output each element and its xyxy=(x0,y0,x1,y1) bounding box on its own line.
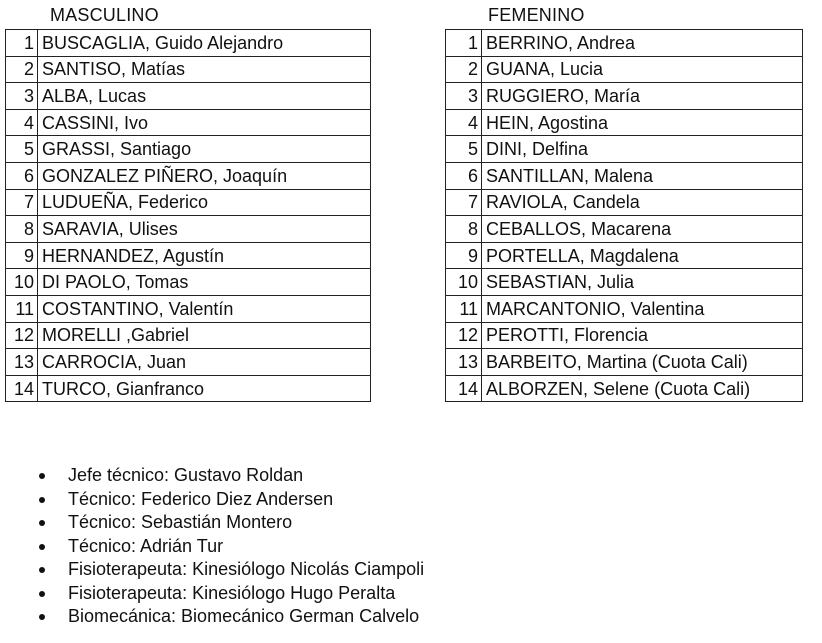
player-name: ALBORZEN, Selene (Cuota Cali) xyxy=(482,375,803,402)
list-item xyxy=(68,488,424,512)
player-number: 1 xyxy=(446,30,482,57)
masculino-heading: MASCULINO xyxy=(50,5,159,25)
list-item xyxy=(68,605,424,629)
table-row xyxy=(6,295,371,322)
player-number: 10 xyxy=(6,269,38,296)
bullet-icon xyxy=(39,614,45,620)
player-name: SARAVIA, Ulises xyxy=(38,216,371,243)
player-name: SEBASTIAN, Julia xyxy=(482,269,803,296)
table-row xyxy=(446,136,803,163)
table-row xyxy=(446,295,803,322)
bullet-icon xyxy=(39,544,45,550)
table-row xyxy=(446,162,803,189)
table-row xyxy=(446,269,803,296)
player-number: 6 xyxy=(446,162,482,189)
player-name: GUANA, Lucia xyxy=(482,56,803,83)
player-name: BUSCAGLIA, Guido Alejandro xyxy=(38,30,371,57)
player-number: 2 xyxy=(446,56,482,83)
bullet-icon xyxy=(39,520,45,526)
player-number: 5 xyxy=(446,136,482,163)
player-name: CEBALLOS, Macarena xyxy=(482,216,803,243)
player-name: BARBEITO, Martina (Cuota Cali) xyxy=(482,349,803,376)
player-name: SANTILLAN, Malena xyxy=(482,162,803,189)
list-item xyxy=(68,558,424,582)
staff-text: Técnico: Sebastián Montero xyxy=(68,512,293,532)
table-row xyxy=(6,136,371,163)
femenino-heading: FEMENINO xyxy=(488,5,585,25)
player-name: COSTANTINO, Valentín xyxy=(38,295,371,322)
player-number: 5 xyxy=(6,136,38,163)
player-number: 13 xyxy=(446,349,482,376)
table-row xyxy=(446,109,803,136)
player-number: 9 xyxy=(446,242,482,269)
player-name: RUGGIERO, María xyxy=(482,83,803,110)
list-item xyxy=(68,582,424,606)
staff-text: Técnico: Federico Diez Andersen xyxy=(68,488,334,509)
femenino-roster-body xyxy=(446,30,803,402)
bullet-icon xyxy=(39,473,45,479)
player-name: DI PAOLO, Tomas xyxy=(38,269,371,296)
player-name: CARROCIA, Juan xyxy=(38,349,371,376)
table-row xyxy=(6,216,371,243)
table-row xyxy=(446,56,803,83)
staff-text: Fisioterapeuta: Kinesiólogo Nicolás Ciampoli xyxy=(68,559,425,579)
table-row xyxy=(6,109,371,136)
player-number: 8 xyxy=(6,216,38,243)
bullet-icon xyxy=(39,567,45,573)
player-number: 7 xyxy=(446,189,482,216)
player-number: 12 xyxy=(446,322,482,349)
table-row xyxy=(6,322,371,349)
table-row xyxy=(446,322,803,349)
player-number: 10 xyxy=(446,269,482,296)
player-number: 14 xyxy=(6,375,38,402)
masculino-roster-body xyxy=(6,30,371,402)
player-number: 11 xyxy=(446,295,482,322)
table-row xyxy=(446,30,803,57)
bullet-icon xyxy=(39,497,45,503)
player-number: 2 xyxy=(6,56,38,83)
table-row xyxy=(6,375,371,402)
player-number: 12 xyxy=(6,322,38,349)
player-name: GONZALEZ PIÑERO, Joaquín xyxy=(38,162,371,189)
player-number: 3 xyxy=(446,83,482,110)
player-name: TURCO, Gianfranco xyxy=(38,375,371,402)
table-row xyxy=(446,189,803,216)
player-name: MARCANTONIO, Valentina xyxy=(482,295,803,322)
list-item xyxy=(68,464,424,488)
player-name: GRASSI, Santiago xyxy=(38,136,371,163)
table-row xyxy=(6,189,371,216)
femenino-roster-table xyxy=(445,29,803,402)
player-name: BERRINO, Andrea xyxy=(482,30,803,57)
list-item xyxy=(68,511,424,535)
table-row xyxy=(446,83,803,110)
table-row xyxy=(446,216,803,243)
player-name: LUDUEÑA, Federico xyxy=(38,189,371,216)
player-name: MORELLI ,Gabriel xyxy=(38,322,371,349)
player-name: CASSINI, Ivo xyxy=(38,109,371,136)
player-number: 8 xyxy=(446,216,482,243)
player-number: 4 xyxy=(6,109,38,136)
bullet-icon xyxy=(39,591,45,597)
list-item xyxy=(68,535,424,559)
staff-text: Jefe técnico: Gustavo Roldan xyxy=(68,465,304,485)
table-row xyxy=(446,349,803,376)
player-number: 9 xyxy=(6,242,38,269)
player-name: HEIN, Agostina xyxy=(482,109,803,136)
player-number: 13 xyxy=(6,349,38,376)
staff-text: Técnico: Adrián Tur xyxy=(68,535,224,556)
player-number: 4 xyxy=(446,109,482,136)
staff-text: Biomecánica: Biomecánico German Calvelo xyxy=(68,606,420,626)
player-name: SANTISO, Matías xyxy=(38,56,371,83)
player-number: 6 xyxy=(6,162,38,189)
player-number: 3 xyxy=(6,83,38,110)
table-row xyxy=(446,242,803,269)
staff-list xyxy=(0,464,424,629)
player-number: 11 xyxy=(6,295,38,322)
table-row xyxy=(6,56,371,83)
player-name: ALBA, Lucas xyxy=(38,83,371,110)
player-name: RAVIOLA, Candela xyxy=(482,189,803,216)
staff-text: Fisioterapeuta: Kinesiólogo Hugo Peralta xyxy=(68,582,396,603)
table-row xyxy=(6,269,371,296)
table-row xyxy=(6,162,371,189)
player-number: 7 xyxy=(6,189,38,216)
player-name: DINI, Delfina xyxy=(482,136,803,163)
player-name: PEROTTI, Florencia xyxy=(482,322,803,349)
table-row xyxy=(6,30,371,57)
player-name: PORTELLA, Magdalena xyxy=(482,242,803,269)
masculino-roster-table xyxy=(5,29,371,402)
player-number: 14 xyxy=(446,375,482,402)
table-row xyxy=(6,242,371,269)
table-row xyxy=(6,349,371,376)
player-name: HERNANDEZ, Agustín xyxy=(38,242,371,269)
player-number: 1 xyxy=(6,30,38,57)
table-row xyxy=(6,83,371,110)
table-row xyxy=(446,375,803,402)
